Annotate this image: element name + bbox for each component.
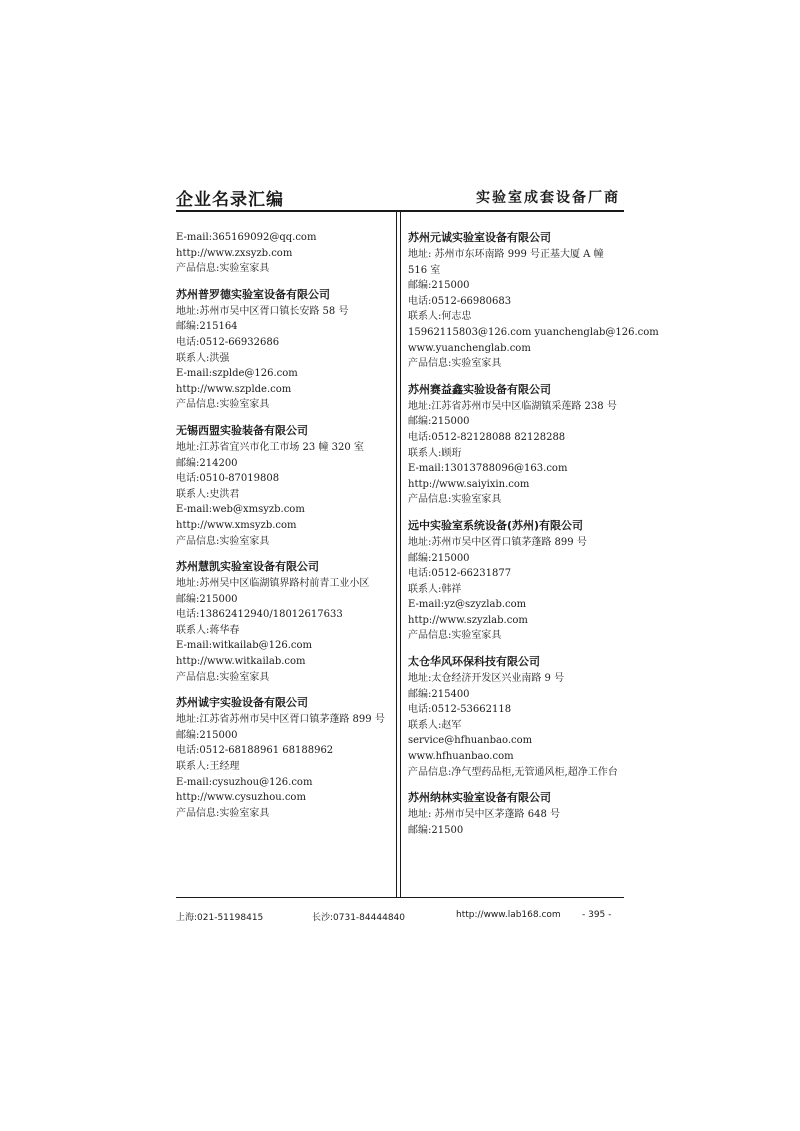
company-detail-line: http://www.szyzlab.com xyxy=(408,614,528,626)
company-entry xyxy=(408,654,624,780)
company-detail-line: 地址:江苏省苏州市吴中区胥口镇茅蓬路 899 号 xyxy=(176,714,385,726)
company-detail-line: E-mail:web@xmsyzb.com xyxy=(176,504,305,516)
company-detail-line: 联系人:史洪君 xyxy=(176,488,240,500)
company-detail-line: service@hfhuanbao.com xyxy=(408,735,533,747)
company-detail-line: 产品信息:实验室家具 xyxy=(408,494,502,506)
company-name: 苏州元诚实验室设备有限公司 xyxy=(408,231,551,244)
company-detail-line: 地址:苏州市吴中区胥口镇茅蓬路 899 号 xyxy=(408,536,587,548)
company-detail-line: 地址:江苏省苏州市吴中区临湖镇采莲路 238 号 xyxy=(408,400,617,412)
company-detail-line: 联系人:韩祥 xyxy=(408,583,462,595)
company-detail-line: 电话:0510-87019808 xyxy=(176,473,280,485)
company-name: 太仓华风环保科技有限公司 xyxy=(408,655,540,669)
company-detail-line: www.yuanchenglab.com xyxy=(408,342,531,354)
company-entry xyxy=(408,230,659,372)
company-detail-line: 地址: 苏州市东环南路 999 号正基大厦 A 幢 516 室 xyxy=(408,249,604,276)
company-detail-line: 邮编:215000 xyxy=(408,552,470,564)
company-detail-line: 联系人:顾珩 xyxy=(408,447,462,459)
right-column xyxy=(408,230,659,848)
company-detail-line: E-mail:szplde@126.com xyxy=(176,368,298,380)
company-detail-line: 15962115803@126.com yuanchenglab@126.com xyxy=(408,326,659,338)
company-detail-line: 电话:0512-68188961 68188962 xyxy=(176,745,334,757)
company-detail-line: E-mail:13013788096@163.com xyxy=(408,463,568,475)
footer-rule xyxy=(176,897,624,898)
company-detail-line: E-mail:witkailab@126.com xyxy=(176,640,313,652)
company-name: 苏州赛益鑫实验设备有限公司 xyxy=(408,382,551,396)
company-detail-line: 产品信息:实验室家具 xyxy=(408,630,502,642)
company-detail-line: 地址:太仓经济开发区兴业南路 9 号 xyxy=(408,673,565,685)
company-detail-line: E-mail:365169092@qq.com xyxy=(176,232,317,243)
company-detail-line: 联系人:蒋华春 xyxy=(176,624,240,636)
company-name: 远中实验室系统设备(苏州)有限公司 xyxy=(408,518,584,532)
company-detail-line: http://www.zxsyzb.com xyxy=(176,247,293,259)
company-entry xyxy=(408,790,624,838)
company-detail-line: 地址: 苏州市吴中区茅蓬路 648 号 xyxy=(408,809,560,821)
company-detail-line: 邮编:215400 xyxy=(408,688,470,700)
company-name: 苏州纳林实验室设备有限公司 xyxy=(408,791,551,805)
company-detail-line: 联系人:王经理 xyxy=(176,761,240,773)
company-detail-line: 产品信息:实验室家具 xyxy=(176,399,270,411)
company-detail-line: www.hfhuanbao.com xyxy=(408,751,514,763)
company-detail-line: http://www.saiyixin.com xyxy=(408,478,530,490)
company-detail-line: 电话:0512-82128088 82128288 xyxy=(408,431,566,443)
footer-url: http://www.lab168.com xyxy=(456,910,561,920)
company-detail-line: E-mail:yz@szyzlab.com xyxy=(408,599,527,611)
company-name: 无锡西盟实验装备有限公司 xyxy=(176,423,308,437)
left-column xyxy=(176,230,392,831)
company-detail-line: 地址:江苏省宜兴市化工市场 23 幢 320 室 xyxy=(176,441,364,453)
company-detail-line: 邮编:215000 xyxy=(176,593,238,605)
company-entry xyxy=(176,559,392,685)
company-detail-line: 产品信息:实验室家具 xyxy=(176,535,270,547)
footer-shanghai-phone: 上海:021-51198415 xyxy=(176,913,264,923)
company-detail-line: 邮编:215000 xyxy=(176,729,238,741)
company-entry xyxy=(176,695,392,821)
company-detail-line: 产品信息:实验室家具 xyxy=(176,671,270,683)
company-detail-line: 电话:0512-66980683 xyxy=(408,295,512,307)
company-detail-line: 联系人:赵军 xyxy=(408,719,462,731)
company-detail-line: http://www.cysuzhou.com xyxy=(176,792,306,804)
company-detail-line: E-mail:cysuzhou@126.com xyxy=(176,776,313,788)
company-detail-line: 邮编:214200 xyxy=(176,457,238,469)
company-detail-line: 电话:0512-66231877 xyxy=(408,568,512,580)
company-entry xyxy=(176,230,392,277)
company-detail-line: 地址:苏州市吴中区胥口镇长安路 58 号 xyxy=(176,305,349,317)
company-detail-line: 邮编:215164 xyxy=(176,321,238,333)
company-detail-line: 联系人:洪强 xyxy=(176,352,230,364)
company-detail-line: http://www.szplde.com xyxy=(176,383,292,395)
company-detail-line: 产品信息:实验室家具 xyxy=(176,263,270,275)
company-detail-line: 电话:0512-66932686 xyxy=(176,336,280,348)
company-entry xyxy=(176,423,392,549)
page-header-subtitle: 实验室成套设备厂商 xyxy=(476,190,620,206)
company-detail-line: 产品信息:净气型药品柜,无管通风柜,超净工作台 xyxy=(408,766,618,778)
company-entry xyxy=(408,518,624,644)
company-detail-line: 产品信息:实验室家具 xyxy=(408,358,502,370)
company-name: 苏州诚宇实验设备有限公司 xyxy=(176,696,308,710)
footer-page-number: - 395 - xyxy=(582,910,612,920)
company-detail-line: http://www.witkailab.com xyxy=(176,656,306,668)
company-detail-line: http://www.xmsyzb.com xyxy=(176,519,297,531)
column-divider xyxy=(396,211,401,897)
company-entry xyxy=(176,287,392,413)
company-name: 苏州普罗德实验室设备有限公司 xyxy=(176,287,330,301)
company-detail-line: 邮编:215000 xyxy=(408,280,470,292)
footer-changsha-phone: 长沙:0731-84444840 xyxy=(312,913,405,923)
company-detail-line: 产品信息:实验室家具 xyxy=(176,807,270,819)
company-detail-line: 电话:0512-53662118 xyxy=(408,704,512,716)
company-detail-line: 电话:13862412940/18012617633 xyxy=(176,609,343,621)
company-detail-line: 联系人:何志忠 xyxy=(408,311,472,323)
company-entry xyxy=(408,382,624,508)
company-name: 苏州慧凯实验室设备有限公司 xyxy=(176,560,319,574)
company-detail-line: 邮编:215000 xyxy=(408,416,470,428)
company-detail-line: 地址:苏州吴中区临湖镇界路村前青工业小区 xyxy=(176,578,370,590)
company-detail-line: 邮编:21500 xyxy=(408,824,464,836)
page-header-title: 企业名录汇编 xyxy=(176,190,284,210)
